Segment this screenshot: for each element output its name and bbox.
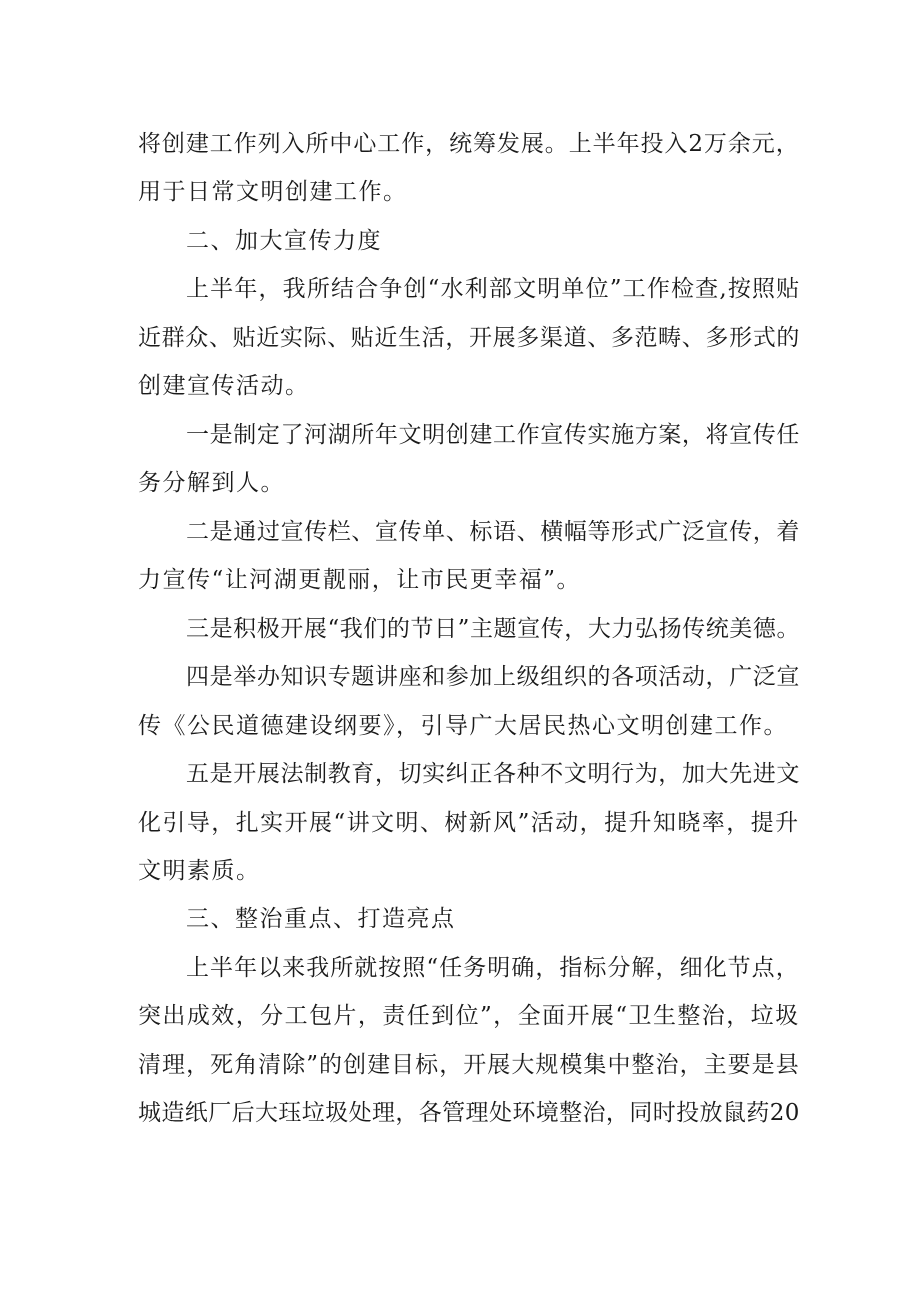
paragraph-first-line: 四是举办知识专题讲座和参加上级组织的各项活动，广泛宣 bbox=[186, 664, 800, 690]
paragraph-first-line: 一是制定了河湖所年文明创建工作宣传实施方案，将宣传任 bbox=[186, 422, 800, 448]
paragraph-first-line: 上半年，我所结合争创“水利部文明单位”工作检查,按照贴 bbox=[186, 276, 801, 302]
section-heading: 三、整治重点、打造亮点 bbox=[186, 906, 456, 932]
text-line: 突出成效，分工包片，责任到位”，全面开展“卫生整治，垃圾 bbox=[138, 1003, 800, 1029]
text-line: 近群众、贴近实际、贴近生活，开展多渠道、多范畴、多形式的 bbox=[138, 325, 800, 351]
text-line: 传《公民道德建设纲要》，引导广大居民热心文明创建工作。 bbox=[138, 713, 788, 739]
text-line: 将创建工作列入所中心工作，统筹发展。上半年投入2万余元， bbox=[138, 131, 800, 157]
text-line: 创建宣传活动。 bbox=[138, 373, 310, 399]
paragraph-first-line: 五是开展法制教育，切实纠正各种不文明行为，加大先进文 bbox=[186, 761, 800, 787]
section-heading: 二、加大宣传力度 bbox=[186, 228, 382, 254]
text-line: 文明素质。 bbox=[138, 858, 261, 884]
text-line: 用于日常文明创建工作。 bbox=[138, 179, 408, 205]
text-line: 化引导，扎实开展“讲文明、树新风”活动，提升知晓率，提升 bbox=[138, 810, 800, 836]
text-line: 务分解到人。 bbox=[138, 470, 285, 496]
text-line: 力宣传“让河湖更靓丽，让市民更幸福”。 bbox=[138, 567, 582, 593]
paragraph-first-line: 三是积极开展“我们的节日”主题宣传，大力弘扬传统美德。 bbox=[186, 616, 801, 642]
text-line: 城造纸厂后大珏垃圾处理，各管理处环境整治，同时投放鼠药20 bbox=[138, 1100, 800, 1126]
text-line: 清理，死角清除”的创建目标，开展大规模集中整治，主要是县 bbox=[138, 1052, 800, 1078]
paragraph-first-line: 二是通过宣传栏、宣传单、标语、横幅等形式广泛宣传，着 bbox=[186, 519, 800, 545]
paragraph-first-line: 上半年以来我所就按照“任务明确，指标分解，细化节点， bbox=[186, 955, 800, 981]
